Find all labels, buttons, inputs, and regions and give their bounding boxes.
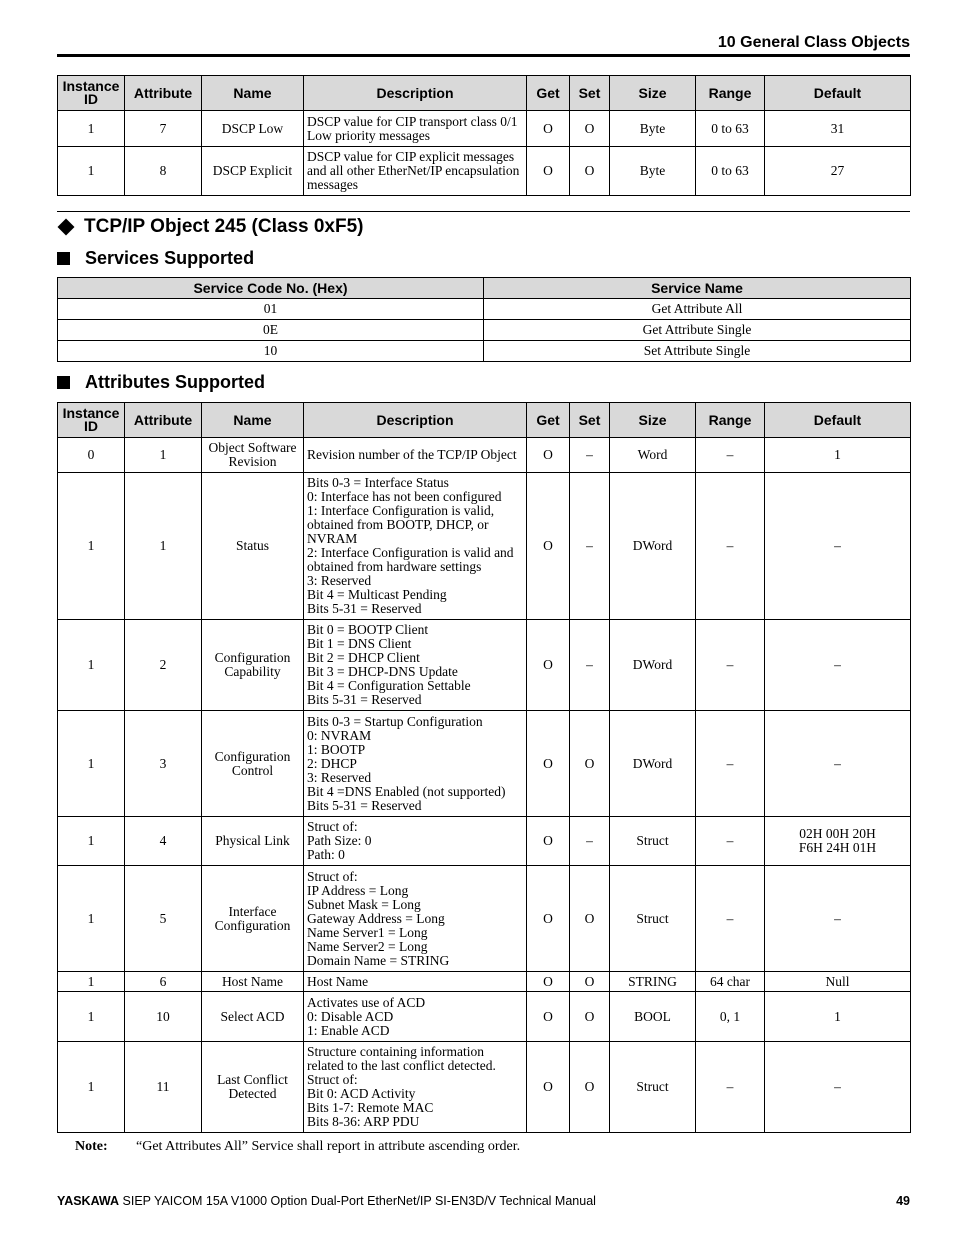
cell-get: O [527,992,570,1042]
cell-size: DWord [610,620,696,711]
cell-attribute: 6 [125,972,202,992]
column-header-range: Range [696,403,765,438]
cell-size: Struct [610,866,696,972]
cell-default: – [765,866,911,972]
services-table [57,277,911,362]
cell-range: 0, 1 [696,992,765,1042]
cell-instance: 1 [58,972,125,992]
cell-get: O [527,817,570,866]
cell-set: O [570,972,610,992]
table-row [58,866,911,972]
attributes-table [57,402,911,1133]
column-header-description: Description [304,403,527,438]
table-row [58,438,911,473]
footer-brand: YASKAWA [57,1194,120,1208]
cell-default: – [765,711,911,817]
note-text: “Get Attributes All” Service shall report in attribute ascending order. [136,1139,521,1154]
cell-range: 64 char [696,972,765,992]
chapter-title: 10 General Class Objects [717,34,910,51]
cell-instance: 1 [58,866,125,972]
cell-name: Configuration Capability [202,620,304,711]
column-header-instance-id: Instance ID [58,76,125,111]
table-row [58,147,911,196]
cell-set: O [570,1042,610,1133]
column-header-attribute: Attribute [125,403,202,438]
cell-default: Null [765,972,911,992]
cell-service-name: Get Attribute All [484,299,911,320]
table-row [58,1042,911,1133]
cell-get: O [527,972,570,992]
cell-instance: 1 [58,711,125,817]
cell-name: Host Name [202,972,304,992]
cell-range: – [696,473,765,620]
footer-title: SIEP YAICOM 15A V1000 Option Dual-Port EtherNet/IP SI-EN3D/V Technical Manual [119,1194,596,1208]
column-header-range: Range [696,76,765,111]
attributes-heading [57,372,265,393]
cell-set: O [570,147,610,196]
cell-name: Last Conflict Detected [202,1042,304,1133]
cell-name: Interface Configuration [202,866,304,972]
chapter-header [57,34,910,57]
cell-service-name: Set Attribute Single [484,341,911,362]
cell-set: O [570,711,610,817]
column-header-size: Size [610,403,696,438]
cell-description: Revision number of the TCP/IP Object [304,438,527,473]
cell-instance: 1 [58,147,125,196]
cell-instance: 1 [58,473,125,620]
cell-get: O [527,111,570,147]
cell-range: – [696,866,765,972]
cell-service-code: 10 [58,341,484,362]
cell-name: Physical Link [202,817,304,866]
column-header-attribute: Attribute [125,76,202,111]
column-header-service-name: Service Name [484,278,911,299]
attribute-table-continued [57,75,911,196]
cell-attribute: 3 [125,711,202,817]
cell-name: Configuration Control [202,711,304,817]
cell-get: O [527,1042,570,1133]
cell-default: 31 [765,111,911,147]
table-row [58,473,911,620]
cell-set: O [570,866,610,972]
cell-size: Word [610,438,696,473]
cell-description: DSCP value for CIP explicit messages and all other EtherNet/IP encapsulation messages [304,147,527,196]
table-header-row [58,403,911,438]
table-body [58,111,911,196]
cell-service-name: Get Attribute Single [484,320,911,341]
square-bullet-icon [57,252,70,265]
column-header-default: Default [765,76,911,111]
services-title: Services Supported [85,248,255,268]
table-row [58,320,911,341]
cell-instance: 1 [58,1042,125,1133]
table-row [58,972,911,992]
cell-size: Byte [610,147,696,196]
cell-range: – [696,620,765,711]
cell-attribute: 11 [125,1042,202,1133]
cell-get: O [527,620,570,711]
column-header-size: Size [610,76,696,111]
column-header-default: Default [765,403,911,438]
cell-instance: 1 [58,817,125,866]
cell-instance: 1 [58,992,125,1042]
section-title: TCP/IP Object 245 (Class 0xF5) [84,216,364,237]
square-bullet-icon [57,376,70,389]
column-header-instance-id: Instance ID [58,403,125,438]
table-row [58,711,911,817]
column-header-description: Description [304,76,527,111]
column-header-set: Set [570,403,610,438]
cell-attribute: 1 [125,438,202,473]
services-heading [57,248,254,269]
cell-range: 0 to 63 [696,111,765,147]
cell-set: O [570,111,610,147]
diamond-icon [58,219,75,236]
column-header-name: Name [202,76,304,111]
cell-attribute: 10 [125,992,202,1042]
cell-attribute: 5 [125,866,202,972]
cell-description: Activates use of ACD 0: Disable ACD 1: Enable ACD [304,992,527,1042]
cell-get: O [527,438,570,473]
cell-instance: 1 [58,111,125,147]
cell-default: – [765,620,911,711]
cell-service-code: 0E [58,320,484,341]
cell-name: DSCP Explicit [202,147,304,196]
table-row [58,620,911,711]
cell-description: DSCP value for CIP transport class 0/1 Low priority messages [304,111,527,147]
section-divider [57,211,910,212]
table-row [58,992,911,1042]
cell-size: Byte [610,111,696,147]
cell-size: Struct [610,1042,696,1133]
cell-description: Host Name [304,972,527,992]
cell-default: 1 [765,992,911,1042]
cell-default: 27 [765,147,911,196]
column-header-service-code: Service Code No. (Hex) [58,278,484,299]
cell-attribute: 8 [125,147,202,196]
column-header-get: Get [527,403,570,438]
note [75,1139,520,1155]
table-header-row [58,76,911,111]
cell-size: DWord [610,473,696,620]
attributes-title: Attributes Supported [85,372,265,392]
cell-instance: 1 [58,620,125,711]
cell-size: BOOL [610,992,696,1042]
table-row [58,299,911,320]
cell-attribute: 1 [125,473,202,620]
cell-set: – [570,473,610,620]
column-header-name: Name [202,403,304,438]
cell-set: – [570,438,610,473]
note-label: Note: [75,1139,108,1154]
cell-set: – [570,620,610,711]
cell-name: Status [202,473,304,620]
cell-description: Bit 0 = BOOTP Client Bit 1 = DNS Client Bit 2 = DHCP Client Bit 3 = DHCP-DNS Update Bit 4 = Configuration Settable Bits 5-31 = Reserved [304,620,527,711]
table-row [58,817,911,866]
column-header-get: Get [527,76,570,111]
cell-default: – [765,473,911,620]
table-row [58,111,911,147]
table-body [58,438,911,1133]
cell-default: 02H 00H 20H F6H 24H 01H [765,817,911,866]
cell-name: DSCP Low [202,111,304,147]
cell-description: Struct of: IP Address = Long Subnet Mask = Long Gateway Address = Long Name Server1 = Long Name Server2 = Long Domain Name = STRING [304,866,527,972]
cell-range: – [696,817,765,866]
cell-get: O [527,866,570,972]
cell-instance: 0 [58,438,125,473]
cell-description: Bits 0-3 = Interface Status 0: Interface has not been configured 1: Interface Configuration is valid, obtained from BOOTP, DHCP, or NVRAM 2: Interface Configuration is valid and obtained from hardware settings 3: Reserved Bit 4 = Multicast Pending Bits 5-31 = Reserved [304,473,527,620]
cell-name: Object Software Revision [202,438,304,473]
cell-range: 0 to 63 [696,147,765,196]
cell-description: Structure containing information related to the last conflict detected. Struct of: Bit 0: ACD Activity Bits 1-7: Remote MAC Bits 8-36: ARP PDU [304,1042,527,1133]
section-heading [57,216,364,238]
cell-description: Bits 0-3 = Startup Configuration 0: NVRAM 1: BOOTP 2: DHCP 3: Reserved Bit 4 =DNS Enabled (not supported) Bits 5-31 = Reserved [304,711,527,817]
cell-get: O [527,711,570,817]
cell-attribute: 4 [125,817,202,866]
page-footer [57,1194,910,1208]
cell-range: – [696,1042,765,1133]
cell-attribute: 2 [125,620,202,711]
cell-name: Select ACD [202,992,304,1042]
cell-size: STRING [610,972,696,992]
column-header-set: Set [570,76,610,111]
cell-description: Struct of: Path Size: 0 Path: 0 [304,817,527,866]
cell-set: O [570,992,610,1042]
table-row [58,341,911,362]
page-number: 49 [896,1194,910,1208]
cell-size: DWord [610,711,696,817]
cell-default: – [765,1042,911,1133]
cell-attribute: 7 [125,111,202,147]
cell-range: – [696,438,765,473]
table-body [58,299,911,362]
cell-set: – [570,817,610,866]
cell-get: O [527,147,570,196]
cell-service-code: 01 [58,299,484,320]
cell-default: 1 [765,438,911,473]
table-header-row [58,278,911,299]
cell-get: O [527,473,570,620]
cell-range: – [696,711,765,817]
cell-size: Struct [610,817,696,866]
